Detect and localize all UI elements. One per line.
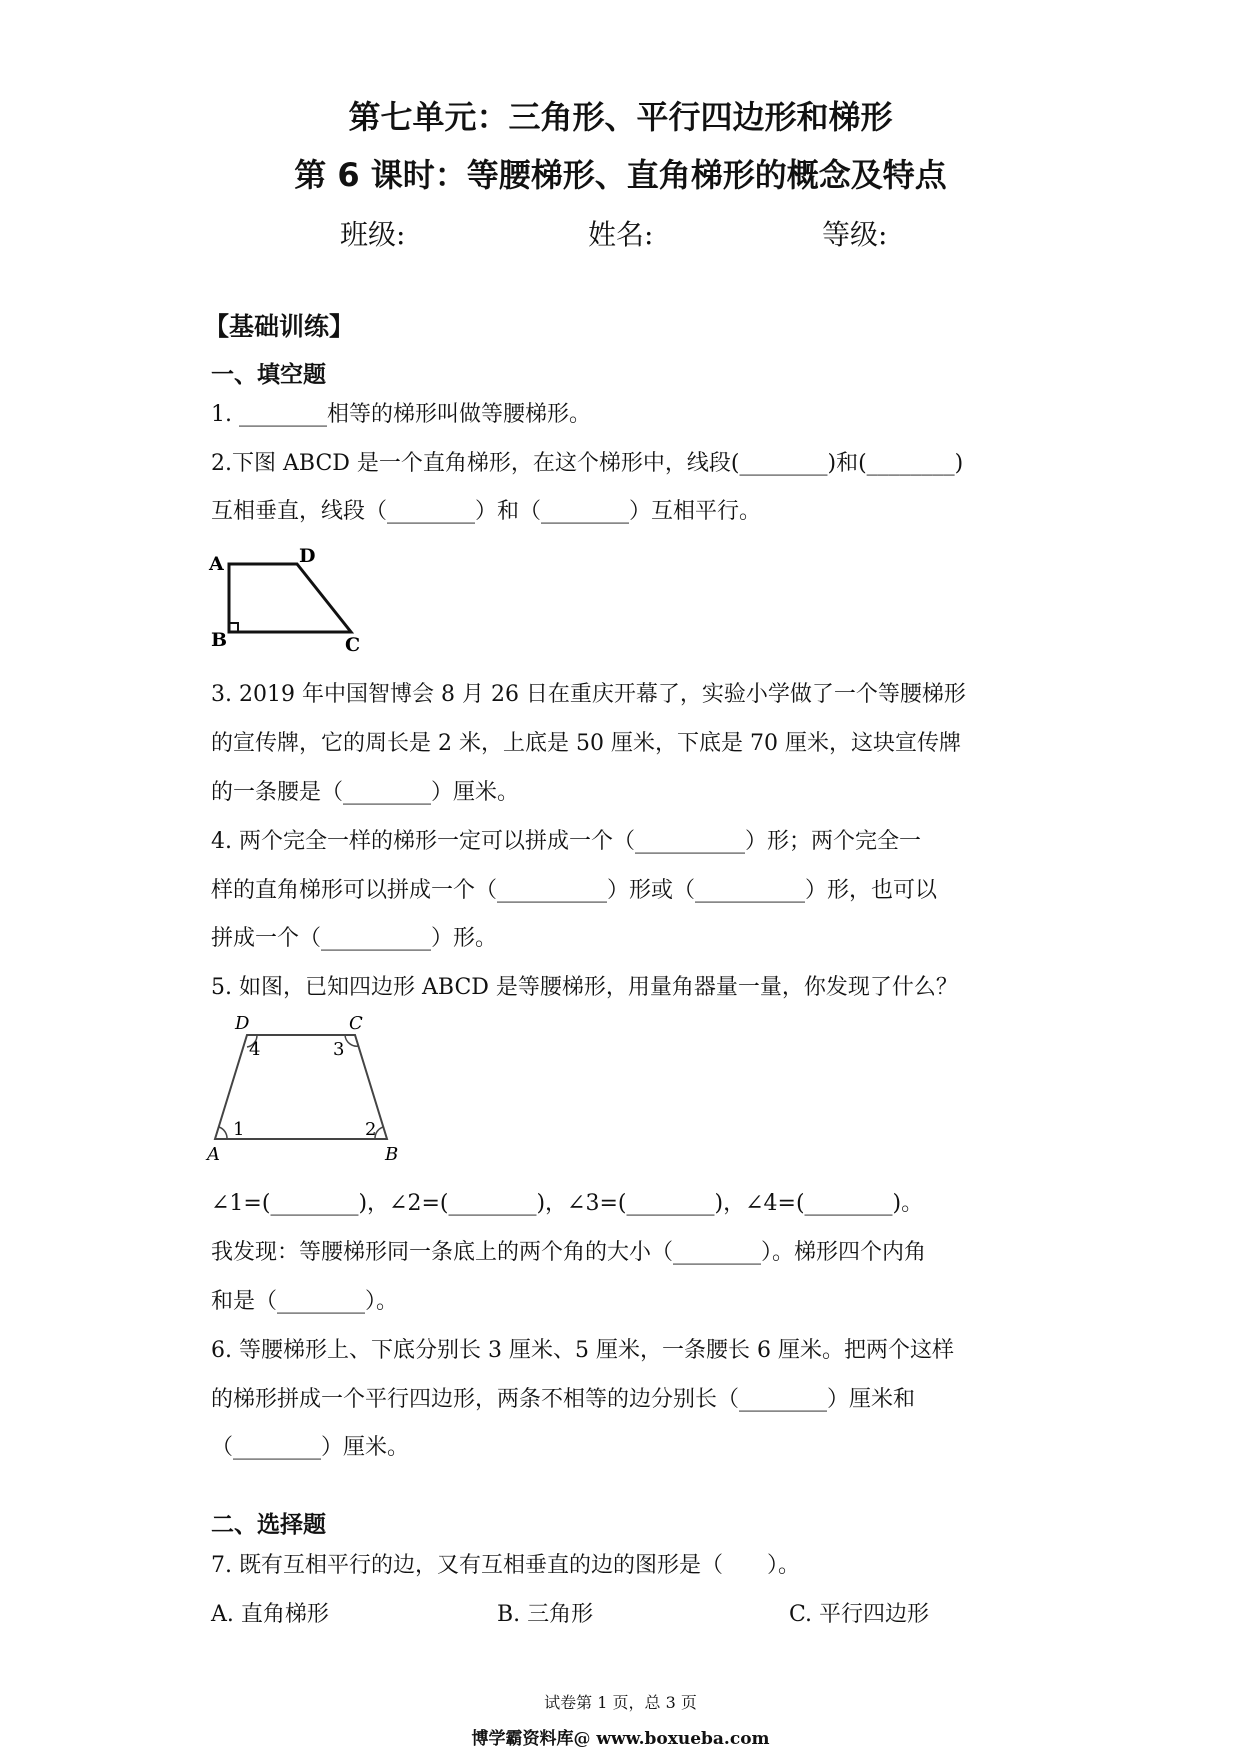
angle-1-label: 1 — [233, 1119, 245, 1140]
question-2-line-1: 2.下图 ABCD 是一个直角梯形，在这个梯形中，线段(________)和(________) — [211, 451, 964, 476]
isosceles-trapezoid-figure — [205, 1010, 415, 1170]
question-6-line-3: （________）厘米。 — [211, 1435, 410, 1460]
question-7-stem: 7. 既有互相平行的边，又有互相垂直的边的图形是（ ）。 — [211, 1553, 800, 1578]
name-label: 姓名: — [588, 218, 654, 251]
question-3-line-3: 的一条腰是（________）厘米。 — [211, 780, 520, 805]
question-6-line-2: 的梯形拼成一个平行四边形，两条不相等的边分别长（________）厘米和 — [211, 1387, 916, 1412]
section-fill-in: 一、填空题 — [211, 362, 326, 388]
question-7-option-a: A. 直角梯形 — [211, 1602, 329, 1627]
trapezoid-outline — [229, 564, 351, 632]
question-4-line-3: 拼成一个（__________）形。 — [211, 926, 498, 951]
question-5-line-4: 和是（________）。 — [211, 1289, 399, 1314]
vertex-a-label: A — [207, 1144, 220, 1165]
vertex-b-label: B — [211, 629, 228, 651]
page-title: 第七单元：三角形、平行四边形和梯形 — [348, 98, 893, 136]
angle-3-label: 3 — [333, 1039, 345, 1060]
right-trapezoid-figure — [205, 548, 375, 653]
lesson-subtitle: 第 6 课时：等腰梯形、直角梯形的概念及特点 — [294, 156, 947, 194]
question-7-option-b: B. 三角形 — [497, 1602, 594, 1627]
question-1: 1. ________相等的梯形叫做等腰梯形。 — [211, 402, 591, 427]
source-watermark: 博学霸资料库@ www.boxueba.com — [471, 1729, 770, 1749]
question-3-line-2: 的宣传牌，它的周长是 2 米，上底是 50 厘米，下底是 70 厘米，这块宣传牌 — [211, 731, 961, 756]
question-5-line-1: 5. 如图，已知四边形 ABCD 是等腰梯形，用量角器量一量，你发现了什么？ — [211, 975, 958, 1000]
vertex-a-label: A — [209, 553, 224, 575]
question-7-option-c: C. 平行四边形 — [789, 1602, 930, 1627]
grade-label: 等级: — [822, 218, 888, 251]
page-number: 试卷第 1 页，总 3 页 — [544, 1693, 697, 1712]
vertex-d-label: D — [235, 1013, 250, 1034]
vertex-d-label: D — [299, 548, 316, 567]
vertex-c-label: C — [349, 1013, 363, 1034]
question-4-line-2: 样的直角梯形可以拼成一个（__________）形或（__________）形，也可以 — [211, 878, 938, 903]
vertex-b-label: B — [385, 1144, 399, 1165]
class-label: 班级: — [340, 218, 406, 251]
question-4-line-1: 4. 两个完全一样的梯形一定可以拼成一个（__________）形；两个完全一 — [211, 829, 921, 854]
section-basic-training: 【基础训练】 — [204, 312, 355, 341]
question-3-line-1: 3. 2019 年中国智博会 8 月 26 日在重庆开幕了，实验小学做了一个等腰梯形 — [211, 682, 966, 707]
question-5-line-2: ∠1=(________)，∠2=(________)，∠3=(________)，∠4=(________)。 — [211, 1191, 924, 1216]
vertex-c-label: C — [345, 634, 361, 653]
question-6-line-1: 6. 等腰梯形上、下底分别长 3 厘米、5 厘米，一条腰长 6 厘米。把两个这样 — [211, 1338, 954, 1363]
question-5-line-3: 我发现：等腰梯形同一条底上的两个角的大小（________）。梯形四个内角 — [211, 1240, 927, 1265]
section-multiple-choice: 二、选择题 — [211, 1512, 326, 1538]
question-2-line-2: 互相垂直，线段（________）和（________）互相平行。 — [211, 499, 762, 524]
angle-2-label: 2 — [365, 1119, 377, 1140]
angle-4-label: 4 — [249, 1039, 261, 1060]
angle-1-arc — [219, 1127, 227, 1139]
